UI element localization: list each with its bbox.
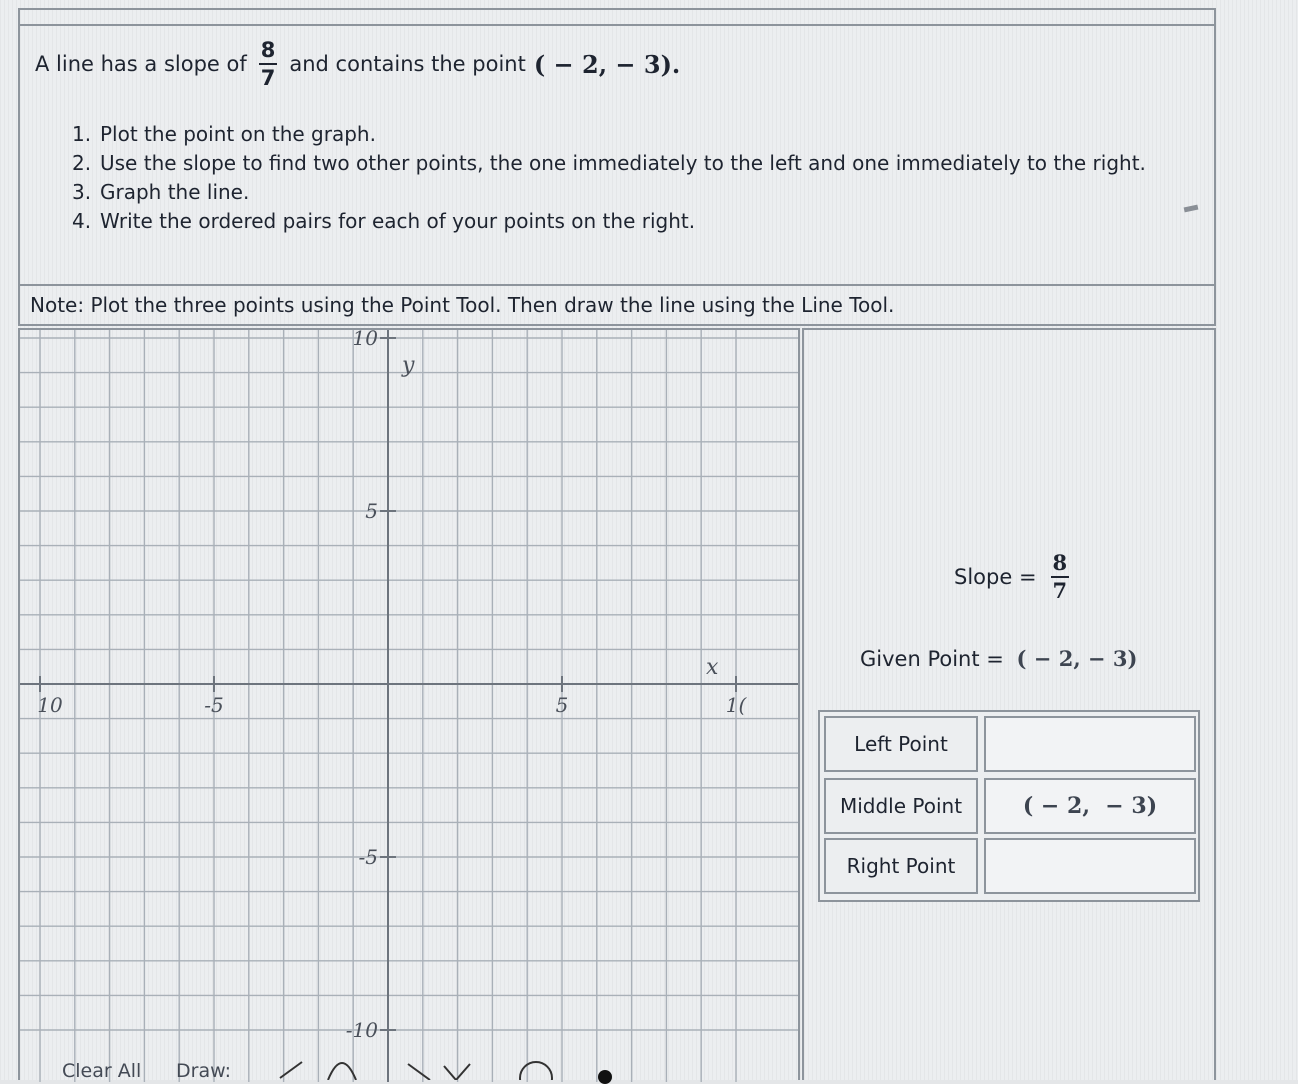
intro-text-before: A line has a slope of <box>35 52 247 76</box>
x-tick-label: 10 <box>37 693 63 717</box>
middle-point-label: Middle Point <box>824 778 978 834</box>
step-number: 1. <box>72 122 92 146</box>
line-tool-icon[interactable] <box>270 1052 310 1080</box>
absolute-value-tool-icon[interactable] <box>436 1052 476 1080</box>
instruction-step <box>72 120 1182 149</box>
given-point-value: ( − 2, − 3) <box>1016 646 1138 671</box>
parabola-tool-icon[interactable] <box>322 1052 362 1080</box>
middle-point-row <box>824 778 1194 834</box>
y-tick-label: 10 <box>352 330 378 350</box>
y-tick-label: -10 <box>345 1018 378 1042</box>
intro-text-after: and contains the point <box>289 52 526 76</box>
slope-display <box>954 552 1081 602</box>
step-number: 2. <box>72 151 92 175</box>
x-axis-label: x <box>706 655 719 680</box>
draw-label: Draw: <box>176 1060 231 1082</box>
x-tick-label: -5 <box>204 693 224 717</box>
step-text: Plot the point on the graph. <box>100 122 376 146</box>
slope-display-numerator: 8 <box>1051 552 1070 578</box>
slope-denominator: 7 <box>260 66 276 90</box>
slope-numerator: 8 <box>259 39 278 65</box>
given-point-text: ( − 2, − 3). <box>533 49 681 79</box>
right-point-row <box>824 838 1194 894</box>
instruction-list <box>72 120 1182 236</box>
step-text: Graph the line. <box>100 180 250 204</box>
slope-display-fraction <box>1051 552 1070 602</box>
ray-tool-icon[interactable] <box>400 1052 440 1080</box>
point-tool-icon[interactable] <box>598 1070 612 1084</box>
tool-note: Note: Plot the three points using the Point Tool. Then draw the line using the Line Tool. <box>20 284 1214 322</box>
circle-tool-icon[interactable] <box>514 1052 554 1080</box>
step-number: 4. <box>72 209 92 233</box>
instruction-step <box>72 178 1182 207</box>
slope-label: Slope = <box>954 565 1037 590</box>
given-point-display <box>860 646 1137 671</box>
problem-statement <box>18 24 1216 326</box>
x-tick-label: 1( <box>725 693 747 717</box>
y-axis-label: y <box>402 353 415 378</box>
step-text: Use the slope to find two other points, the one immediately to the left and one immediately to the right. <box>100 151 1146 175</box>
right-point-input[interactable] <box>984 838 1196 894</box>
middle-point-input[interactable] <box>984 778 1196 834</box>
left-point-input[interactable] <box>984 716 1196 772</box>
instruction-step <box>72 207 1182 236</box>
left-point-label: Left Point <box>824 716 978 772</box>
step-number: 3. <box>72 180 92 204</box>
graph-panel <box>18 328 800 1080</box>
graph-toolbar <box>0 1052 800 1080</box>
answer-panel <box>802 328 1216 1080</box>
slope-fraction <box>259 39 278 89</box>
coordinate-grid[interactable] <box>20 330 798 1082</box>
y-tick-label: 5 <box>365 499 378 523</box>
problem-intro <box>35 34 680 94</box>
instruction-step <box>72 149 1182 178</box>
top-frame <box>18 8 1216 24</box>
right-point-label: Right Point <box>824 838 978 894</box>
clear-all-button[interactable]: Clear All <box>62 1060 142 1082</box>
x-tick-label: 5 <box>555 693 569 717</box>
left-point-row <box>824 716 1194 772</box>
y-tick-label: -5 <box>358 845 378 869</box>
given-point-label: Given Point = <box>860 647 1004 671</box>
step-text: Write the ordered pairs for each of your points on the right. <box>100 209 696 233</box>
points-table <box>818 710 1200 902</box>
slope-display-denominator: 7 <box>1052 578 1068 604</box>
